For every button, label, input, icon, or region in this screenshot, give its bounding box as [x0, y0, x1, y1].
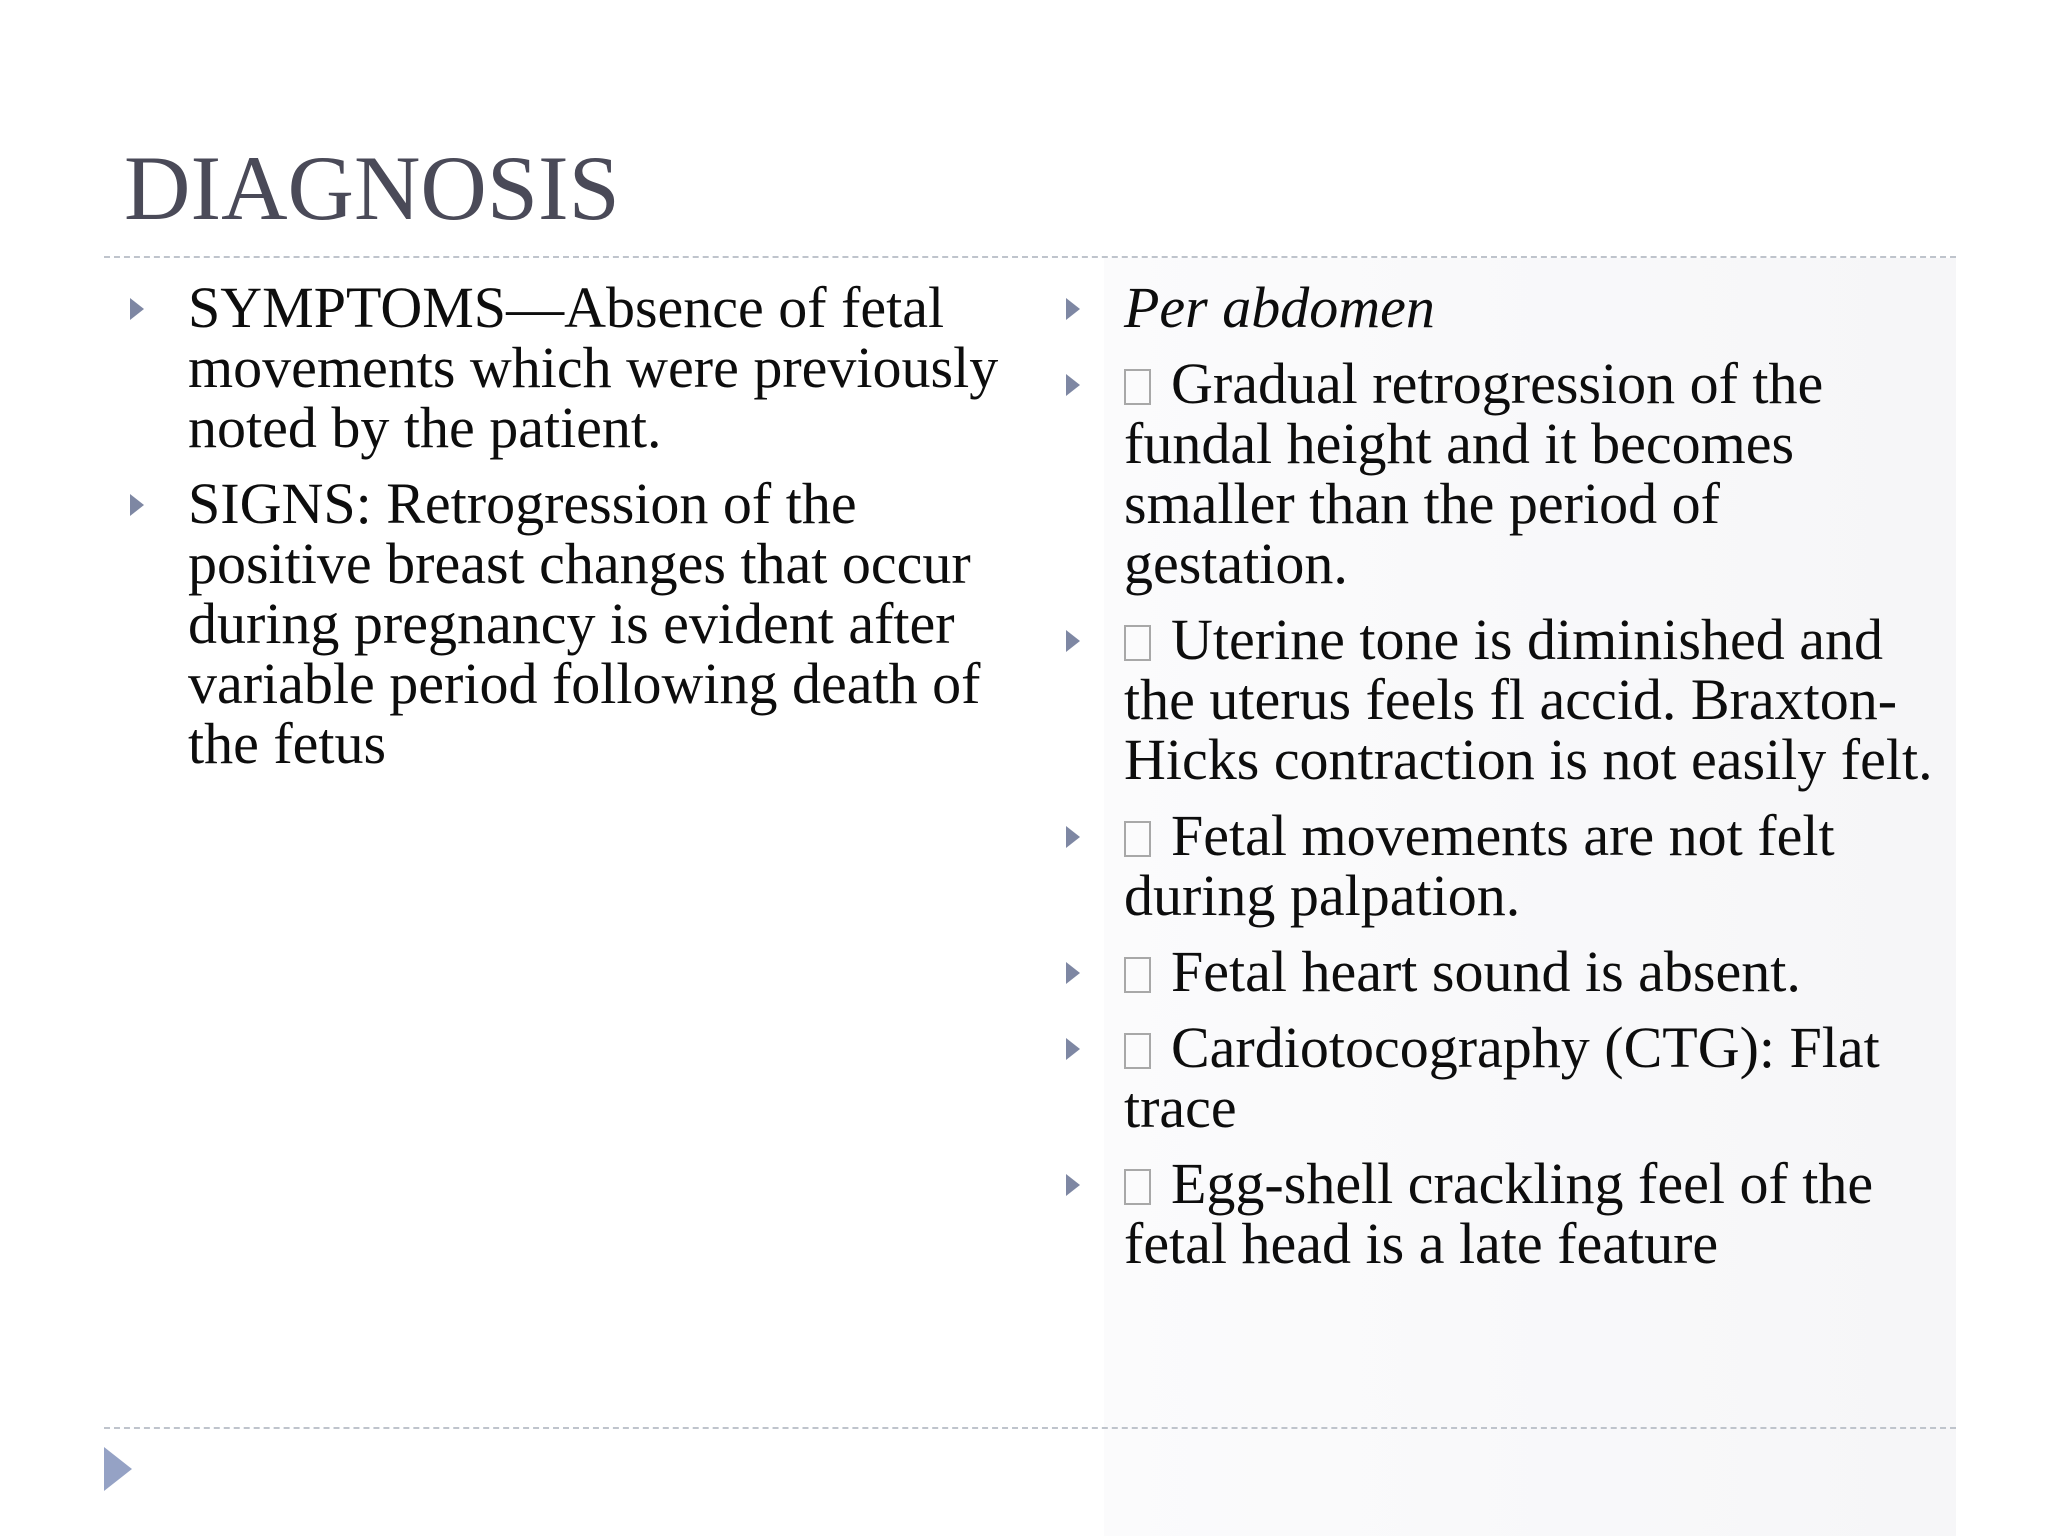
bullet-text: Uterine tone is diminished and the uterus feels fl accid. Braxton-Hicks contraction is not easily felt.	[1124, 607, 1933, 792]
bullet-text: SYMPTOMS—Absence of fetal movements which were previously noted by the patient.	[188, 275, 999, 460]
bullet-item-fundal-height	[1060, 351, 1940, 596]
missing-glyph-icon	[1124, 957, 1151, 993]
bullet-text: Fetal heart sound is absent.	[1171, 939, 1801, 1004]
triangle-bullet-icon	[1066, 630, 1080, 652]
bullet-text: Fetal movements are not felt during palpation.	[1124, 803, 1835, 928]
bullet-text: SIGNS: Retrogression of the positive breast changes that occur during pregnancy is evident after variable period following death of the fetus	[188, 471, 981, 776]
section-heading: Per abdomen	[1124, 275, 1435, 340]
missing-glyph-icon	[1124, 1169, 1151, 1205]
bullet-item-symptoms	[124, 275, 1004, 460]
top-divider	[104, 256, 1956, 258]
bullet-text: Gradual retrogression of the fundal height and it becomes smaller than the period of gestation.	[1124, 351, 1824, 596]
bullet-item-fetal-movements	[1060, 803, 1940, 928]
slide-title: DIAGNOSIS	[124, 137, 620, 239]
bullet-text: Cardiotocography (CTG): Flat trace	[1124, 1015, 1880, 1140]
triangle-bullet-icon	[1066, 298, 1080, 320]
bullet-item-heart-sound	[1060, 939, 1940, 1004]
triangle-bullet-icon	[1066, 1174, 1080, 1196]
right-bullet-list	[1060, 275, 1940, 1290]
triangle-bullet-icon	[1066, 962, 1080, 984]
missing-glyph-icon	[1124, 625, 1151, 661]
triangle-bullet-icon	[130, 494, 144, 516]
missing-glyph-icon	[1124, 821, 1151, 857]
bullet-item-ctg	[1060, 1015, 1940, 1140]
bullet-item-uterine-tone	[1060, 607, 1940, 792]
bullet-item-per-abdomen	[1060, 275, 1940, 340]
left-bullet-list	[124, 275, 1004, 790]
triangle-bullet-icon	[1066, 1038, 1080, 1060]
bottom-divider	[104, 1427, 1956, 1429]
missing-glyph-icon	[1124, 1033, 1151, 1069]
triangle-bullet-icon	[130, 298, 144, 320]
triangle-bullet-icon	[1066, 826, 1080, 848]
bullet-item-signs	[124, 471, 1004, 776]
bullet-item-egg-shell	[1060, 1151, 1940, 1276]
bullet-text: Egg-shell crackling feel of the fetal head is a late feature	[1124, 1151, 1874, 1276]
next-slide-arrow-icon[interactable]	[104, 1447, 132, 1491]
missing-glyph-icon	[1124, 369, 1151, 405]
triangle-bullet-icon	[1066, 374, 1080, 396]
